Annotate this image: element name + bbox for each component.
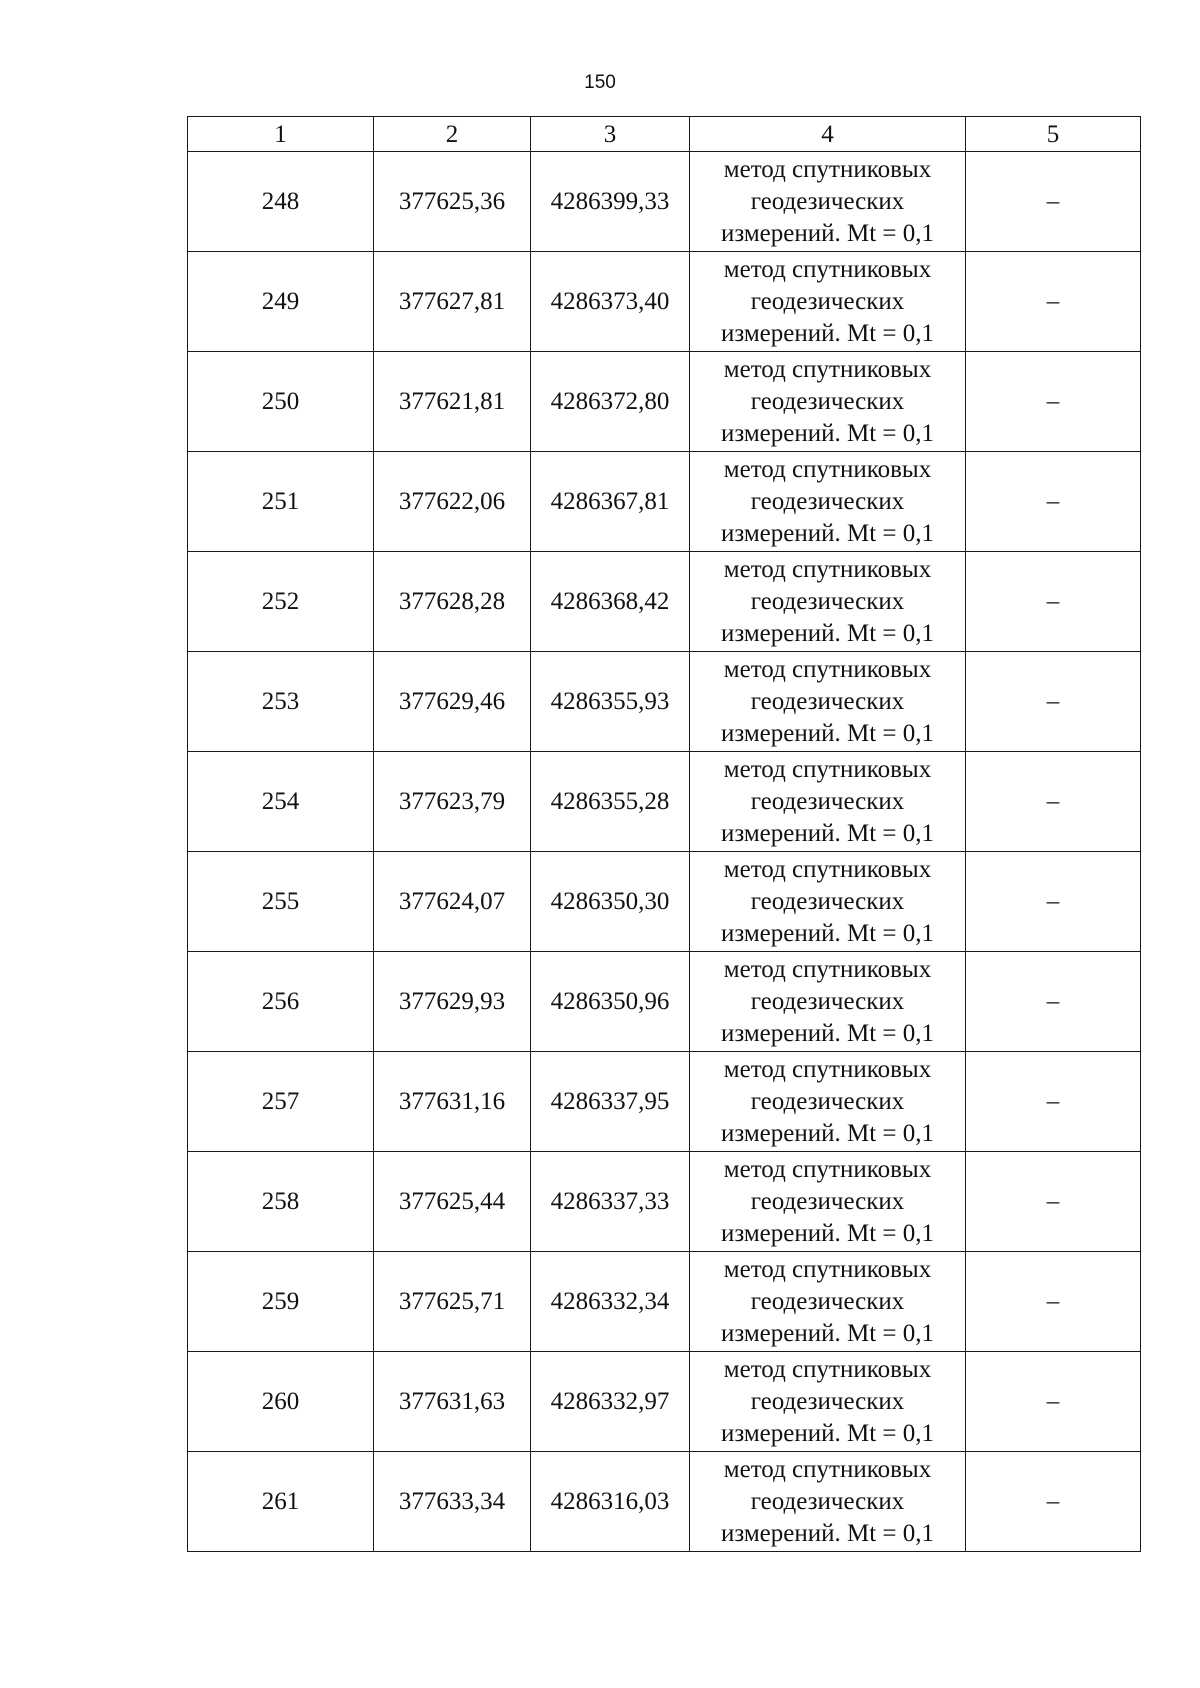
- table-row: [188, 752, 1141, 852]
- method-line-1: метод спутниковых: [723, 855, 932, 883]
- method-cell: [690, 952, 966, 1052]
- point-number-cell: 249: [188, 252, 374, 352]
- table-header-row: [188, 117, 1141, 152]
- method-line-1: метод спутниковых: [723, 1355, 932, 1383]
- table-row: [188, 1052, 1141, 1152]
- method-line-3: измерений. Mt = 0,1: [720, 1119, 935, 1147]
- note-cell: –: [966, 1452, 1141, 1552]
- y-coordinate-cell: 4286350,30: [531, 852, 690, 952]
- table-row: [188, 952, 1141, 1052]
- point-number-cell: 250: [188, 352, 374, 452]
- table-row: [188, 1352, 1141, 1452]
- note-cell: –: [966, 852, 1141, 952]
- point-number-cell: 251: [188, 452, 374, 552]
- coordinates-table: [187, 116, 1141, 1552]
- method-line-3: измерений. Mt = 0,1: [720, 619, 935, 647]
- method-line-1: метод спутниковых: [723, 355, 932, 383]
- y-coordinate-cell: 4286316,03: [531, 1452, 690, 1552]
- point-number-cell: 258: [188, 1152, 374, 1252]
- x-coordinate-cell: 377625,36: [374, 152, 531, 252]
- method-line-2: геодезических: [750, 887, 905, 915]
- note-cell: –: [966, 952, 1141, 1052]
- method-cell: [690, 1352, 966, 1452]
- note-cell: –: [966, 1152, 1141, 1252]
- method-line-1: метод спутниковых: [723, 955, 932, 983]
- note-cell: –: [966, 1352, 1141, 1452]
- note-cell: –: [966, 552, 1141, 652]
- method-line-2: геодезических: [750, 587, 905, 615]
- note-cell: –: [966, 752, 1141, 852]
- method-line-1: метод спутниковых: [723, 1255, 932, 1283]
- method-cell: [690, 652, 966, 752]
- y-coordinate-cell: 4286368,42: [531, 552, 690, 652]
- x-coordinate-cell: 377625,71: [374, 1252, 531, 1352]
- point-number-cell: 252: [188, 552, 374, 652]
- x-coordinate-cell: 377631,16: [374, 1052, 531, 1152]
- x-coordinate-cell: 377633,34: [374, 1452, 531, 1552]
- note-cell: –: [966, 252, 1141, 352]
- method-line-3: измерений. Mt = 0,1: [720, 319, 935, 347]
- method-line-3: измерений. Mt = 0,1: [720, 719, 935, 747]
- y-coordinate-cell: 4286373,40: [531, 252, 690, 352]
- x-coordinate-cell: 377627,81: [374, 252, 531, 352]
- method-line-3: измерений. Mt = 0,1: [720, 819, 935, 847]
- method-line-3: измерений. Mt = 0,1: [720, 1519, 935, 1547]
- note-cell: –: [966, 652, 1141, 752]
- x-coordinate-cell: 377624,07: [374, 852, 531, 952]
- x-coordinate-cell: 377631,63: [374, 1352, 531, 1452]
- table-row: [188, 1252, 1141, 1352]
- method-line-2: геодезических: [750, 187, 905, 215]
- method-cell: [690, 1252, 966, 1352]
- page-number: 150: [584, 72, 616, 93]
- point-number-cell: 261: [188, 1452, 374, 1552]
- method-cell: [690, 252, 966, 352]
- method-line-3: измерений. Mt = 0,1: [720, 219, 935, 247]
- method-line-3: измерений. Mt = 0,1: [720, 1419, 935, 1447]
- method-cell: [690, 452, 966, 552]
- method-line-3: измерений. Mt = 0,1: [720, 1019, 935, 1047]
- method-line-2: геодезических: [750, 1387, 905, 1415]
- x-coordinate-cell: 377621,81: [374, 352, 531, 452]
- table-row: [188, 1152, 1141, 1252]
- header-col-3: 3: [531, 117, 690, 152]
- method-line-2: геодезических: [750, 1287, 905, 1315]
- method-line-1: метод спутниковых: [723, 255, 932, 283]
- x-coordinate-cell: 377629,46: [374, 652, 531, 752]
- method-line-2: геодезических: [750, 787, 905, 815]
- method-cell: [690, 552, 966, 652]
- method-cell: [690, 1152, 966, 1252]
- method-line-2: геодезических: [750, 1087, 905, 1115]
- x-coordinate-cell: 377629,93: [374, 952, 531, 1052]
- table-row: [188, 452, 1141, 552]
- y-coordinate-cell: 4286332,34: [531, 1252, 690, 1352]
- method-line-3: измерений. Mt = 0,1: [720, 419, 935, 447]
- y-coordinate-cell: 4286399,33: [531, 152, 690, 252]
- y-coordinate-cell: 4286337,33: [531, 1152, 690, 1252]
- x-coordinate-cell: 377622,06: [374, 452, 531, 552]
- header-col-2: 2: [374, 117, 531, 152]
- header-col-1: 1: [188, 117, 374, 152]
- method-line-1: метод спутниковых: [723, 555, 932, 583]
- table-row: [188, 352, 1141, 452]
- method-cell: [690, 1452, 966, 1552]
- method-cell: [690, 752, 966, 852]
- table-row: [188, 652, 1141, 752]
- x-coordinate-cell: 377628,28: [374, 552, 531, 652]
- point-number-cell: 256: [188, 952, 374, 1052]
- x-coordinate-cell: 377625,44: [374, 1152, 531, 1252]
- y-coordinate-cell: 4286355,93: [531, 652, 690, 752]
- table-row: [188, 252, 1141, 352]
- y-coordinate-cell: 4286367,81: [531, 452, 690, 552]
- method-cell: [690, 352, 966, 452]
- y-coordinate-cell: 4286372,80: [531, 352, 690, 452]
- method-line-2: геодезических: [750, 287, 905, 315]
- method-line-2: геодезических: [750, 687, 905, 715]
- method-line-2: геодезических: [750, 387, 905, 415]
- method-line-3: измерений. Mt = 0,1: [720, 1319, 935, 1347]
- method-line-2: геодезических: [750, 1187, 905, 1215]
- y-coordinate-cell: 4286337,95: [531, 1052, 690, 1152]
- x-coordinate-cell: 377623,79: [374, 752, 531, 852]
- method-line-1: метод спутниковых: [723, 1455, 932, 1483]
- table-row: [188, 552, 1141, 652]
- method-line-2: геодезических: [750, 987, 905, 1015]
- method-line-3: измерений. Mt = 0,1: [720, 919, 935, 947]
- note-cell: –: [966, 1252, 1141, 1352]
- method-line-3: измерений. Mt = 0,1: [720, 1219, 935, 1247]
- point-number-cell: 248: [188, 152, 374, 252]
- method-line-1: метод спутниковых: [723, 455, 932, 483]
- method-line-1: метод спутниковых: [723, 155, 932, 183]
- table-row: [188, 1452, 1141, 1552]
- method-cell: [690, 852, 966, 952]
- method-line-2: геодезических: [750, 1487, 905, 1515]
- note-cell: –: [966, 152, 1141, 252]
- table-row: [188, 852, 1141, 952]
- table-row: [188, 152, 1141, 252]
- point-number-cell: 260: [188, 1352, 374, 1452]
- method-line-3: измерений. Mt = 0,1: [720, 519, 935, 547]
- method-cell: [690, 1052, 966, 1152]
- note-cell: –: [966, 352, 1141, 452]
- method-line-1: метод спутниковых: [723, 755, 932, 783]
- point-number-cell: 259: [188, 1252, 374, 1352]
- header-col-4: 4: [690, 117, 966, 152]
- point-number-cell: 253: [188, 652, 374, 752]
- method-line-1: метод спутниковых: [723, 1055, 932, 1083]
- y-coordinate-cell: 4286350,96: [531, 952, 690, 1052]
- method-line-1: метод спутниковых: [723, 655, 932, 683]
- table-body: [188, 152, 1141, 1552]
- header-col-5: 5: [966, 117, 1141, 152]
- point-number-cell: 257: [188, 1052, 374, 1152]
- method-cell: [690, 152, 966, 252]
- note-cell: –: [966, 1052, 1141, 1152]
- note-cell: –: [966, 452, 1141, 552]
- y-coordinate-cell: 4286332,97: [531, 1352, 690, 1452]
- y-coordinate-cell: 4286355,28: [531, 752, 690, 852]
- method-line-1: метод спутниковых: [723, 1155, 932, 1183]
- point-number-cell: 254: [188, 752, 374, 852]
- method-line-2: геодезических: [750, 487, 905, 515]
- point-number-cell: 255: [188, 852, 374, 952]
